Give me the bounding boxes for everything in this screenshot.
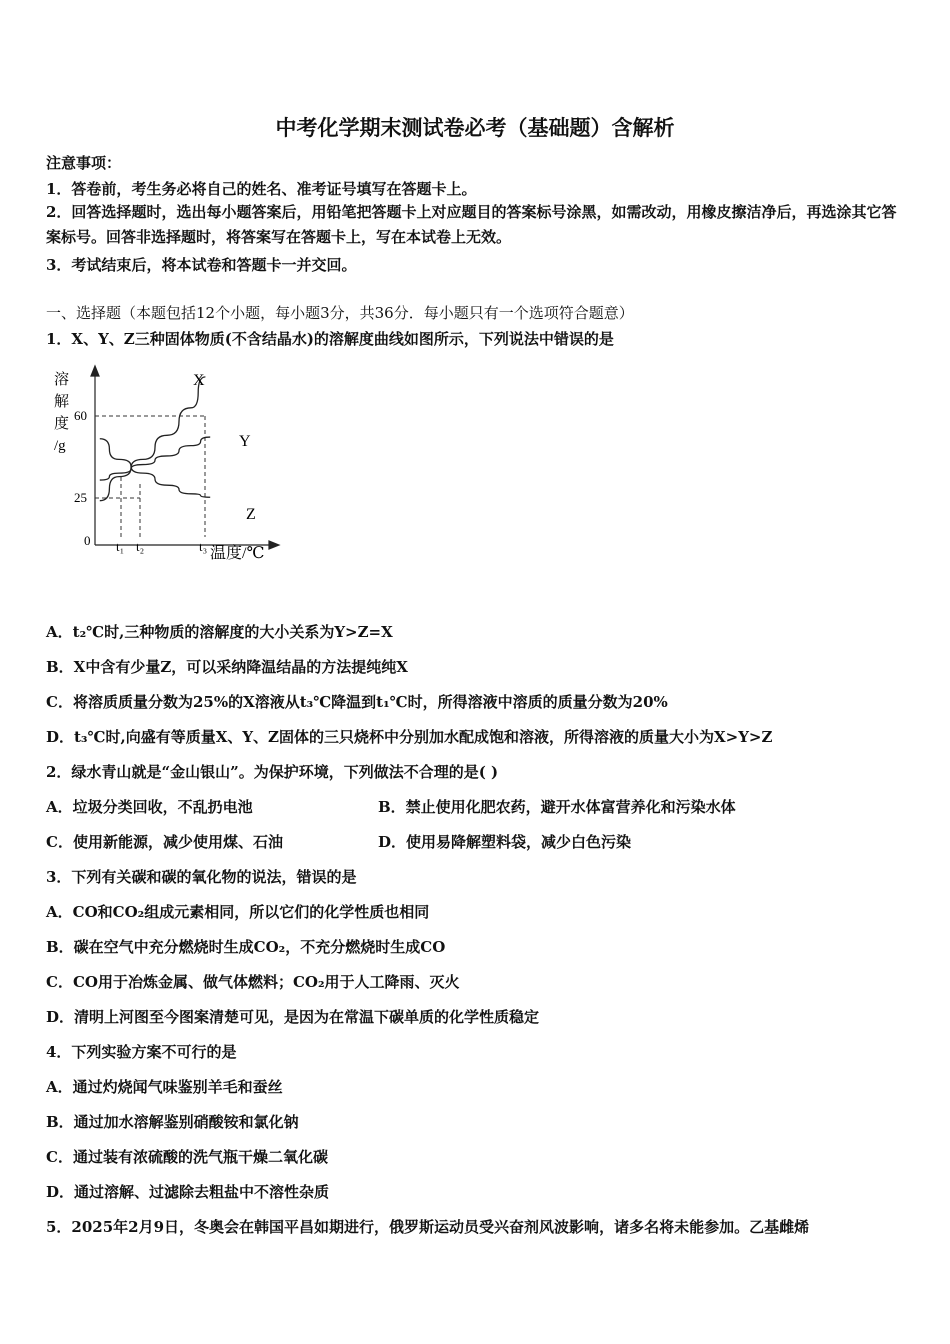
q1-option-a[interactable]: A．t₂℃时,三种物质的溶解度的大小关系为Y>Z=X <box>46 623 393 641</box>
guide-lines <box>95 416 205 537</box>
x-tick-t2: t₂ <box>136 539 145 554</box>
origin-label: 0 <box>84 533 91 548</box>
q4-option-d[interactable]: D．通过溶解、过滤除去粗盐中不溶性杂质 <box>46 1183 330 1201</box>
q1-stem: 1．X、Y、Z三种固体物质(不含结晶水)的溶解度曲线如图所示，下列说法中错误的是 <box>46 330 614 348</box>
q3-option-d[interactable]: D．清明上河图至今图案清楚可见，是因为在常温下碳单质的化学性质稳定 <box>46 1008 540 1026</box>
y-axis-arrow <box>91 366 99 376</box>
q5-stem: 5．2025年2月9日，冬奥会在韩国平昌如期进行，俄罗斯运动员受兴奋剂风波影响，诸多名将未能参加。乙基雌烯 <box>46 1218 810 1236</box>
q4-option-b[interactable]: B．通过加水溶解鉴别硝酸铵和氯化钠 <box>46 1113 299 1131</box>
q1-option-c[interactable]: C．将溶质质量分数为25%的X溶液从t₃℃降温到t₁℃时，所得溶液中溶质的质量分数为20% <box>46 693 668 711</box>
notice-heading: 注意事项： <box>46 154 122 172</box>
q3-option-b[interactable]: B．碳在空气中充分燃烧时生成CO₂，不充分燃烧时生成CO <box>46 938 446 956</box>
series-x-label: X <box>193 372 205 389</box>
notice-item-3: 3．考试结束后，将本试卷和答题卡一并交回。 <box>46 256 357 274</box>
x-axis-arrow <box>269 541 279 549</box>
y-tick-60: 60 <box>74 408 87 423</box>
series-z-label: Z <box>246 506 256 523</box>
q2-stem: 2．绿水青山就是“金山银山”。为保护环境，下列做法不合理的是( ) <box>46 763 499 781</box>
q3-option-a[interactable]: A．CO和CO₂组成元素相同，所以它们的化学性质也相同 <box>46 903 430 921</box>
q3-stem: 3．下列有关碳和碳的氧化物的说法，错误的是 <box>46 868 357 886</box>
x-tick-t1: t₁ <box>116 539 125 554</box>
q4-option-a[interactable]: A．通过灼烧闻气味鉴别羊毛和蚕丝 <box>46 1078 283 1096</box>
x-tick-t3: t₃ <box>199 539 208 554</box>
q4-option-c[interactable]: C．通过装有浓硫酸的洗气瓶干燥二氧化碳 <box>46 1148 328 1166</box>
page-title: 中考化学期末测试卷必考（基础题）含解析 <box>275 116 675 140</box>
y-label-2: 解 <box>54 394 70 410</box>
q1-option-b[interactable]: B．X中含有少量Z，可以采纳降温结晶的方法提纯纯X <box>46 658 408 676</box>
q2-option-b[interactable]: B．禁止使用化肥农药，避开水体富营养化和污染水体 <box>378 798 736 816</box>
x-axis-label: 温度/℃ <box>210 545 265 562</box>
y-tick-25: 25 <box>74 490 87 505</box>
q4-stem: 4．下列实验方案不可行的是 <box>46 1043 237 1061</box>
notice-item-1: 1．答卷前，考生务必将自己的姓名、准考证号填写在答题卡上。 <box>46 180 477 198</box>
section-heading: 一、选择题（本题包括12个小题，每小题3分，共36分．每小题只有一个选项符合题意） <box>46 304 634 322</box>
q3-option-c[interactable]: C．CO用于冶炼金属、做气体燃料；CO₂用于人工降雨、灭火 <box>46 973 460 991</box>
y-label-4: /g <box>54 438 66 454</box>
q2-option-c[interactable]: C．使用新能源，减少使用煤、石油 <box>46 833 283 851</box>
y-label-1: 溶 <box>54 372 70 388</box>
notice-item-2: 2．回答选择题时，选出每小题答案后，用铅笔把答题卡上对应题目的答案标号涂黑，如需改动，用橡皮擦洁净后，再选涂其它答案标号。回答非选择题时，将答案写在答题卡上，写在本试卷上无效。 <box>46 203 897 246</box>
solubility-chart <box>48 362 288 572</box>
q2-option-d[interactable]: D．使用易降解塑料袋，减少白色污染 <box>378 833 632 851</box>
y-label-3: 度 <box>54 416 70 432</box>
series-x-curve <box>100 377 206 501</box>
q1-option-d[interactable]: D．t₃℃时,向盛有等质量X、Y、Z固体的三只烧杯中分别加水配成饱和溶液，所得溶液的质量大小为X>Y>Z <box>46 728 773 746</box>
series-y-label: Y <box>239 433 251 450</box>
q2-option-a[interactable]: A．垃圾分类回收，不乱扔电池 <box>46 798 253 816</box>
